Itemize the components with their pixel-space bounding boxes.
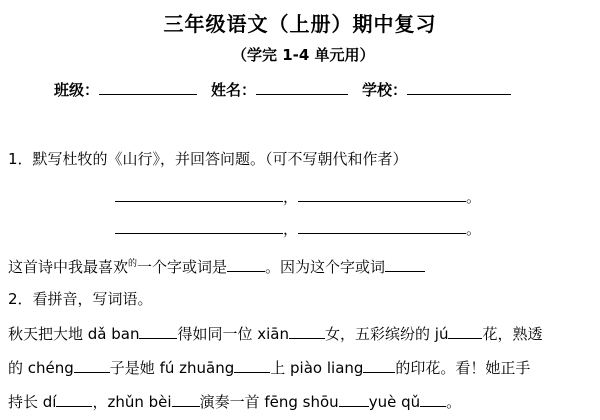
followup-text-b: 一个字或词是 [137,258,228,276]
text: 的印花。看！她正手 [395,359,531,377]
answer-blank[interactable] [234,358,270,373]
answer-blank[interactable] [363,358,395,373]
pinyin: piào liang [290,359,364,377]
question-2-prompt: 2．看拼音，写词语。 [8,290,153,308]
pinyin: fēng shōu [264,393,339,411]
period: 。 [466,188,482,206]
question-2-line-1 [8,324,543,343]
poem-blank-1[interactable] [115,187,283,202]
text: 花，熟透 [482,325,543,343]
question-1-prompt: 1．默写杜牧的《山行》，并回答问题。（可不写朝代和作者） [8,150,408,168]
poem-blank-4[interactable] [298,219,466,234]
pinyin: fú zhuāng [159,359,235,377]
text: 女，五彩缤纷的 [325,325,435,343]
followup-text-c: 。因为这个字或词 [265,258,386,276]
answer-blank[interactable] [74,358,110,373]
favorite-word-blank[interactable] [227,257,265,272]
pinyin: xiān [257,325,290,343]
worksheet-subtitle: （学完 1-4 单元用） [232,46,375,64]
answer-blank[interactable] [139,324,177,339]
text: 得如同一位 [177,325,258,343]
question-1-followup [8,255,425,276]
poem-line-2 [115,218,481,239]
reason-blank[interactable] [385,257,425,272]
poem-line-1 [115,186,481,207]
text: 演奏一首 [199,393,265,411]
followup-small-char: 的 [128,259,138,269]
answer-blank[interactable] [420,392,446,407]
pinyin: yuè qǔ [368,393,421,411]
comma: ， [283,220,299,238]
answer-blank[interactable] [448,324,482,339]
name-label: 姓名： [211,81,257,99]
pinyin: dí [42,393,57,411]
text: 子是她 [109,359,160,377]
followup-text-a: 这首诗中我最喜欢 [8,258,129,276]
school-blank[interactable] [407,80,511,95]
pinyin: jú [434,325,449,343]
student-info-row [54,79,511,100]
name-blank[interactable] [256,80,348,95]
text: 的 [8,359,28,377]
comma: ， [283,188,299,206]
poem-blank-3[interactable] [115,219,283,234]
answer-blank[interactable] [289,324,325,339]
text: 秋天把大地 [8,325,88,343]
poem-blank-2[interactable] [298,187,466,202]
text: 上 [270,359,291,377]
pinyin: zhǔn bèi [107,393,172,411]
question-2-line-3 [8,392,461,411]
class-label: 班级： [54,81,100,99]
text: 持长 [8,393,43,411]
pinyin: chéng [27,359,74,377]
school-label: 学校： [362,81,408,99]
question-2-line-2 [8,358,530,377]
answer-blank[interactable] [56,392,92,407]
pinyin: dǎ ban [87,325,140,343]
answer-blank[interactable] [172,392,200,407]
worksheet-title: 三年级语文（上册）期中复习 [163,12,437,36]
text: ， [92,393,108,411]
class-blank[interactable] [99,80,197,95]
text: 。 [446,393,462,411]
answer-blank[interactable] [339,392,369,407]
period: 。 [466,220,482,238]
